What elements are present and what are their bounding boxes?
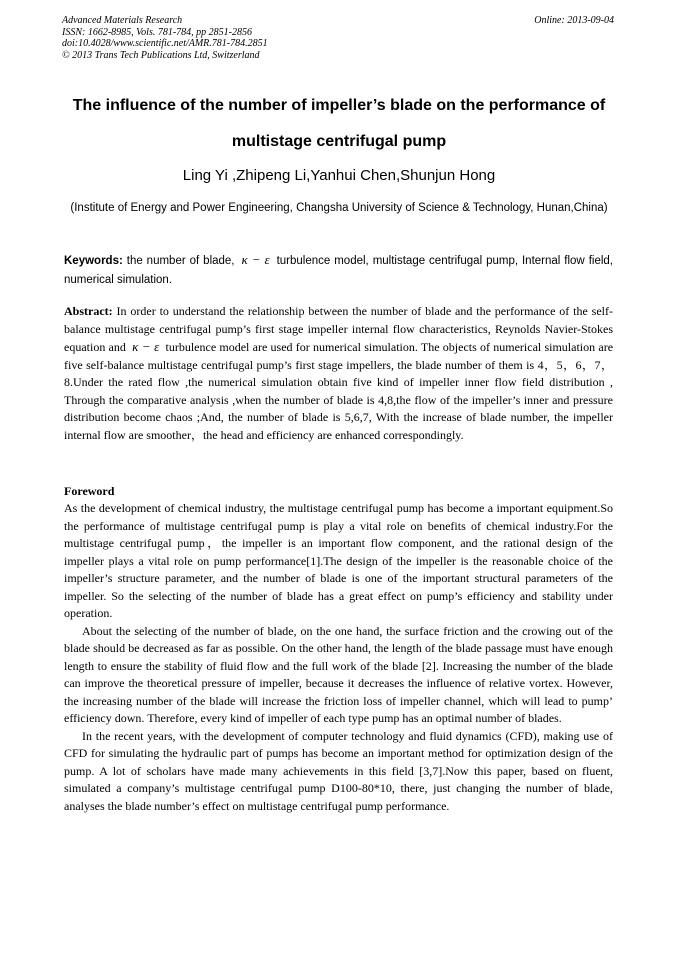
foreword-paragraph: About the selecting of the number of blade, on the one hand, the surface friction and the crowing out of the blade should be decreased as far as possible. On the other hand, the length of the blade passage must have enough length to ensure the stability of fluid flow and the full work of the blade [2]. Increasing the number of the blade can improve the theoretical pressure of impeller, because it decreases the influence of relative vortex. However, the increasing number of the blade will increase the friction loss of impeller channel, which will lead to pump’ efficiency down. Therefore, every kind of impeller of each type pump has an optimal number of blades. xyxy=(64,623,613,725)
foreword-paragraph: As the development of chemical industry, the multistage centrifugal pump has become a important equipment.So the performance of multistage centrifugal pump is play a vital role on benefits of chemical industry.For the multistage centrifugal pump，the impeller is an important flow component, and the rational design of the impeller plays a vital role on pump performance[1].The design of the impeller is the reasonable choice of the impeller’s structure parameter, and the number of blade is one of the important structural parameters of the impeller. So the selecting of the number of blade has a great effect on pump’s efficiency and stability under operation. xyxy=(64,501,613,620)
affiliation: (Institute of Energy and Power Engineering, Changsha University of Science & Technology, Hunan,China) xyxy=(70,202,608,214)
abstract-text-start: In order to understand the relationship between the number of blade and the performance of the self-balance multistage centrifugal pump’s first stage impeller internal flow characteristics, Reynolds Navier-Stokes equation and xyxy=(64,304,614,354)
abstract-label: Abstract: xyxy=(64,304,113,318)
foreword-body xyxy=(64,500,613,815)
journal-meta xyxy=(62,15,268,61)
keywords-text-end: turbulence model, multistage centrifugal pump, Internal flow field, numerical simulation. xyxy=(64,255,613,286)
foreword-paragraph: In the recent years, with the development of computer technology and fluid dynamics (CFD), making use of CFD for simulating the hydraulic part of pumps has become an important method for optimization design of the pump. A lot of scholars have made many achievements in this field [3,7].Now this paper, based on fluent, simulated a company’s multistage centrifugal pump D100-80*10, there, just changing the number of blade, analyses the blade number’s effect on multistage centrifugal pump performance. xyxy=(64,728,613,813)
foreword-heading: Foreword xyxy=(64,484,115,498)
keywords-text-start: the number of blade, xyxy=(126,255,235,267)
author-list: Ling Yi ,Zhipeng Li,Yanhui Chen,Shunjun Hong xyxy=(182,167,496,184)
abstract-text-end: turbulence model are used for numerical simulation. The objects of numerical simulation are five self-balance multistage centrifugal pump’s first stage impellers, the blade number of them is 4，5，6，7，8.Under the rated flow ,the numerical simulation obtain five kind of impeller inner flow field distribution , Through the comparative analysis ,when the number of blade is 4,8,the flow of the impeller’s inner and pressure distribution become chaos ;And, the number of blade is 5,6,7, With the increase of blade number, the impeller internal flow are smoother，the head and efficiency are enhanced correspondingly. xyxy=(64,340,614,442)
kappa-epsilon-symbol: κ − ε xyxy=(132,339,160,354)
journal-name: Advanced Materials Research xyxy=(62,15,183,26)
online-date: Online: 2013-09-04 xyxy=(534,15,614,26)
paper-title: The influence of the number of impeller’s blade on the performance of multistage centrifugal pump xyxy=(72,97,606,150)
keywords-block xyxy=(64,251,613,289)
issn-line: ISSN: 1662-8985, Vols. 781-784, pp 2851-2856 xyxy=(62,26,252,38)
kappa-epsilon-symbol: κ − ε xyxy=(241,252,270,267)
doi-line: doi:10.4028/www.scientific.net/AMR.781-784.2851 xyxy=(62,38,268,49)
keywords-label: Keywords: xyxy=(64,255,123,267)
copyright-line: © 2013 Trans Tech Publications Ltd, Switzerland xyxy=(62,49,260,61)
abstract-block xyxy=(64,303,613,444)
